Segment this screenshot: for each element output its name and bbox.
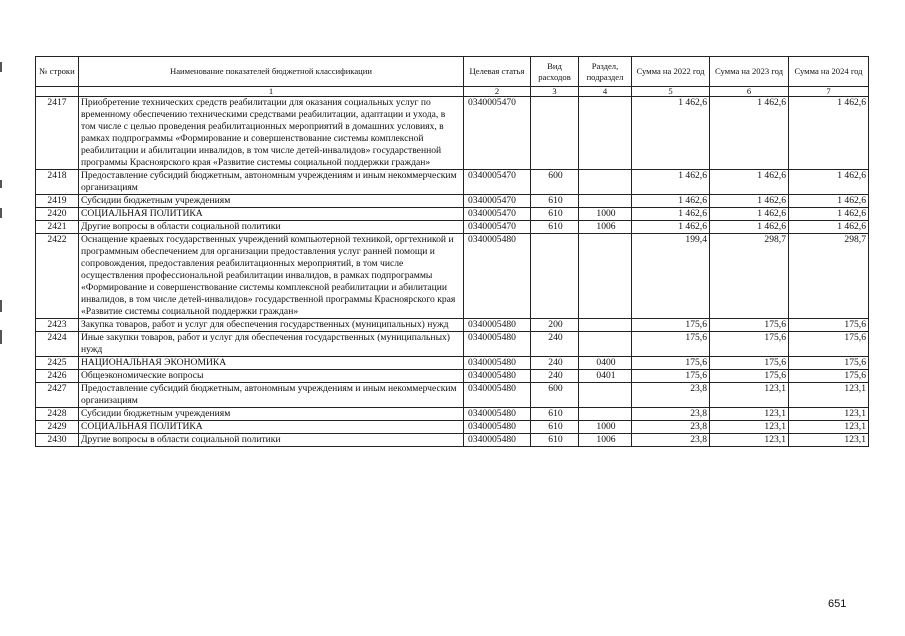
row-name: Оснащение краевых государственных учреждений компьютерной техникой, оргтехникой и программным обеспечением для организации предоставления услуг ранней помощи и сопровождения, предоставления реабилитационных мероприятий, в том числе осуществления профессиональной реабилитации инвалидов, в рамках подпрограммы «Формирование и совершенствование системы комплексной реабилитации и абилитации инвалидов, в том числе детей-инвалидов» государственной программы Красноярского края «Развитие системы социальной поддержки граждан» (79, 234, 464, 319)
row-name: Другие вопросы в области социальной политики (79, 221, 464, 234)
row-expense-type: 610 (531, 208, 579, 221)
row-sum-2023: 1 462,6 (710, 195, 789, 208)
row-section: 1000 (579, 421, 632, 434)
row-target-article: 0340005480 (464, 319, 531, 332)
row-section (579, 383, 632, 408)
column-number: 6 (710, 87, 789, 97)
column-number: 2 (464, 87, 531, 97)
row-expense-type: 200 (531, 319, 579, 332)
table-row (36, 170, 869, 195)
table-row (36, 357, 869, 370)
row-sum-2023: 175,6 (710, 332, 789, 357)
table-row (36, 195, 869, 208)
row-sum-2024: 123,1 (789, 421, 869, 434)
row-sum-2022: 23,8 (632, 421, 710, 434)
table-row (36, 234, 869, 319)
row-number: 2429 (36, 421, 79, 434)
table-row (36, 370, 869, 383)
column-number (36, 87, 79, 97)
row-sum-2022: 175,6 (632, 370, 710, 383)
row-sum-2024: 1 462,6 (789, 221, 869, 234)
row-sum-2023: 175,6 (710, 370, 789, 383)
row-number: 2418 (36, 170, 79, 195)
row-name: СОЦИАЛЬНАЯ ПОЛИТИКА (79, 208, 464, 221)
row-section: 1006 (579, 221, 632, 234)
row-sum-2022: 1 462,6 (632, 97, 710, 170)
row-sum-2024: 175,6 (789, 357, 869, 370)
row-number: 2427 (36, 383, 79, 408)
row-target-article: 0340005480 (464, 370, 531, 383)
row-sum-2022: 175,6 (632, 332, 710, 357)
header-sum-2024: Сумма на 2024 год (789, 57, 869, 87)
header-section: Раздел, подраздел (579, 57, 632, 87)
row-target-article: 0340005470 (464, 97, 531, 170)
row-number: 2428 (36, 408, 79, 421)
row-sum-2024: 175,6 (789, 332, 869, 357)
row-target-article: 0340005470 (464, 195, 531, 208)
row-sum-2024: 1 462,6 (789, 195, 869, 208)
row-target-article: 0340005480 (464, 383, 531, 408)
row-section: 0401 (579, 370, 632, 383)
row-sum-2024: 1 462,6 (789, 208, 869, 221)
row-number: 2425 (36, 357, 79, 370)
column-number: 5 (632, 87, 710, 97)
table-body (36, 97, 869, 447)
row-sum-2023: 123,1 (710, 383, 789, 408)
row-sum-2024: 123,1 (789, 408, 869, 421)
row-sum-2023: 1 462,6 (710, 170, 789, 195)
row-expense-type: 610 (531, 195, 579, 208)
row-sum-2024: 175,6 (789, 319, 869, 332)
column-number: 4 (579, 87, 632, 97)
row-expense-type: 610 (531, 434, 579, 447)
table-row (36, 208, 869, 221)
row-number: 2423 (36, 319, 79, 332)
row-name: СОЦИАЛЬНАЯ ПОЛИТИКА (79, 421, 464, 434)
row-sum-2022: 23,8 (632, 383, 710, 408)
table-row (36, 383, 869, 408)
row-sum-2023: 298,7 (710, 234, 789, 319)
row-sum-2022: 175,6 (632, 357, 710, 370)
row-target-article: 0340005480 (464, 332, 531, 357)
table-row (36, 434, 869, 447)
row-expense-type (531, 97, 579, 170)
scan-margin-mark (0, 330, 2, 344)
row-name: Предоставление субсидий бюджетным, автономным учреждениям и иным некоммерческим организациям (79, 170, 464, 195)
row-name: Субсидии бюджетным учреждениям (79, 408, 464, 421)
row-sum-2023: 1 462,6 (710, 97, 789, 170)
row-expense-type: 240 (531, 357, 579, 370)
table-row (36, 408, 869, 421)
row-section (579, 319, 632, 332)
row-number: 2420 (36, 208, 79, 221)
row-sum-2023: 1 462,6 (710, 221, 789, 234)
row-expense-type: 600 (531, 383, 579, 408)
row-name: Приобретение технических средств реабилитации для оказания социальных услуг по временному обеспечению техническими средствами реабилитации, адаптации и ухода, в том числе с целью проведения реабилитационных мероприятий в домашних условиях, в рамках подпрограммы «Формирование и совершенствование системы комплексной реабилитации и абилитации инвалидов, в том числе детей-инвалидов» государственной программы Красноярского края «Развитие системы социальной поддержки граждан» (79, 97, 464, 170)
row-sum-2022: 1 462,6 (632, 208, 710, 221)
row-sum-2022: 175,6 (632, 319, 710, 332)
row-sum-2023: 175,6 (710, 357, 789, 370)
row-section: 0400 (579, 357, 632, 370)
scan-margin-mark (0, 208, 2, 218)
column-numbering-row (36, 87, 869, 97)
row-sum-2023: 1 462,6 (710, 208, 789, 221)
row-sum-2022: 1 462,6 (632, 195, 710, 208)
row-expense-type: 610 (531, 421, 579, 434)
row-number: 2421 (36, 221, 79, 234)
budget-table-container (35, 56, 868, 447)
table-row (36, 221, 869, 234)
row-sum-2023: 175,6 (710, 319, 789, 332)
row-target-article: 0340005480 (464, 234, 531, 319)
row-target-article: 0340005480 (464, 421, 531, 434)
row-target-article: 0340005480 (464, 408, 531, 421)
row-target-article: 0340005470 (464, 221, 531, 234)
table-row (36, 319, 869, 332)
row-name: Иные закупки товаров, работ и услуг для обеспечения государственных (муниципальных) нужд (79, 332, 464, 357)
page-number: 651 (828, 598, 847, 610)
row-expense-type: 610 (531, 221, 579, 234)
row-expense-type: 600 (531, 170, 579, 195)
row-sum-2023: 123,1 (710, 421, 789, 434)
column-number: 7 (789, 87, 869, 97)
row-sum-2024: 1 462,6 (789, 170, 869, 195)
table-row (36, 97, 869, 170)
header-expense-type: Вид расходов (531, 57, 579, 87)
row-sum-2024: 175,6 (789, 370, 869, 383)
row-section (579, 408, 632, 421)
row-sum-2022: 23,8 (632, 434, 710, 447)
row-sum-2024: 123,1 (789, 434, 869, 447)
row-sum-2022: 23,8 (632, 408, 710, 421)
row-expense-type: 240 (531, 332, 579, 357)
table-header-row (36, 57, 869, 87)
row-expense-type: 240 (531, 370, 579, 383)
header-sum-2023: Сумма на 2023 год (710, 57, 789, 87)
row-sum-2023: 123,1 (710, 408, 789, 421)
column-number: 3 (531, 87, 579, 97)
row-sum-2024: 298,7 (789, 234, 869, 319)
row-target-article: 0340005470 (464, 208, 531, 221)
row-section: 1000 (579, 208, 632, 221)
row-name: Субсидии бюджетным учреждениям (79, 195, 464, 208)
row-name: Предоставление субсидий бюджетным, автономным учреждениям и иным некоммерческим организациям (79, 383, 464, 408)
scan-margin-mark (0, 62, 2, 72)
header-target-article: Целевая статья (464, 57, 531, 87)
row-section (579, 170, 632, 195)
header-sum-2022: Сумма на 2022 год (632, 57, 710, 87)
row-target-article: 0340005480 (464, 357, 531, 370)
budget-table (35, 56, 869, 447)
row-sum-2022: 1 462,6 (632, 221, 710, 234)
header-row-number: № строки (36, 57, 79, 87)
row-number: 2424 (36, 332, 79, 357)
row-name: Общеэкономические вопросы (79, 370, 464, 383)
table-row (36, 421, 869, 434)
row-sum-2024: 123,1 (789, 383, 869, 408)
header-name: Наименование показателей бюджетной классификации (79, 57, 464, 87)
row-name: Закупка товаров, работ и услуг для обеспечения государственных (муниципальных) нужд (79, 319, 464, 332)
scan-margin-mark (0, 180, 2, 188)
row-sum-2022: 1 462,6 (632, 170, 710, 195)
row-section: 1006 (579, 434, 632, 447)
row-name: НАЦИОНАЛЬНАЯ ЭКОНОМИКА (79, 357, 464, 370)
row-sum-2022: 199,4 (632, 234, 710, 319)
row-name: Другие вопросы в области социальной политики (79, 434, 464, 447)
row-expense-type (531, 234, 579, 319)
row-section (579, 332, 632, 357)
row-number: 2417 (36, 97, 79, 170)
table-row (36, 332, 869, 357)
row-section (579, 97, 632, 170)
row-section (579, 234, 632, 319)
row-number: 2430 (36, 434, 79, 447)
row-sum-2024: 1 462,6 (789, 97, 869, 170)
row-sum-2023: 123,1 (710, 434, 789, 447)
row-section (579, 195, 632, 208)
scan-margin-mark (0, 300, 2, 312)
row-expense-type: 610 (531, 408, 579, 421)
row-target-article: 0340005470 (464, 170, 531, 195)
row-number: 2422 (36, 234, 79, 319)
row-number: 2426 (36, 370, 79, 383)
column-number: 1 (79, 87, 464, 97)
row-target-article: 0340005480 (464, 434, 531, 447)
row-number: 2419 (36, 195, 79, 208)
